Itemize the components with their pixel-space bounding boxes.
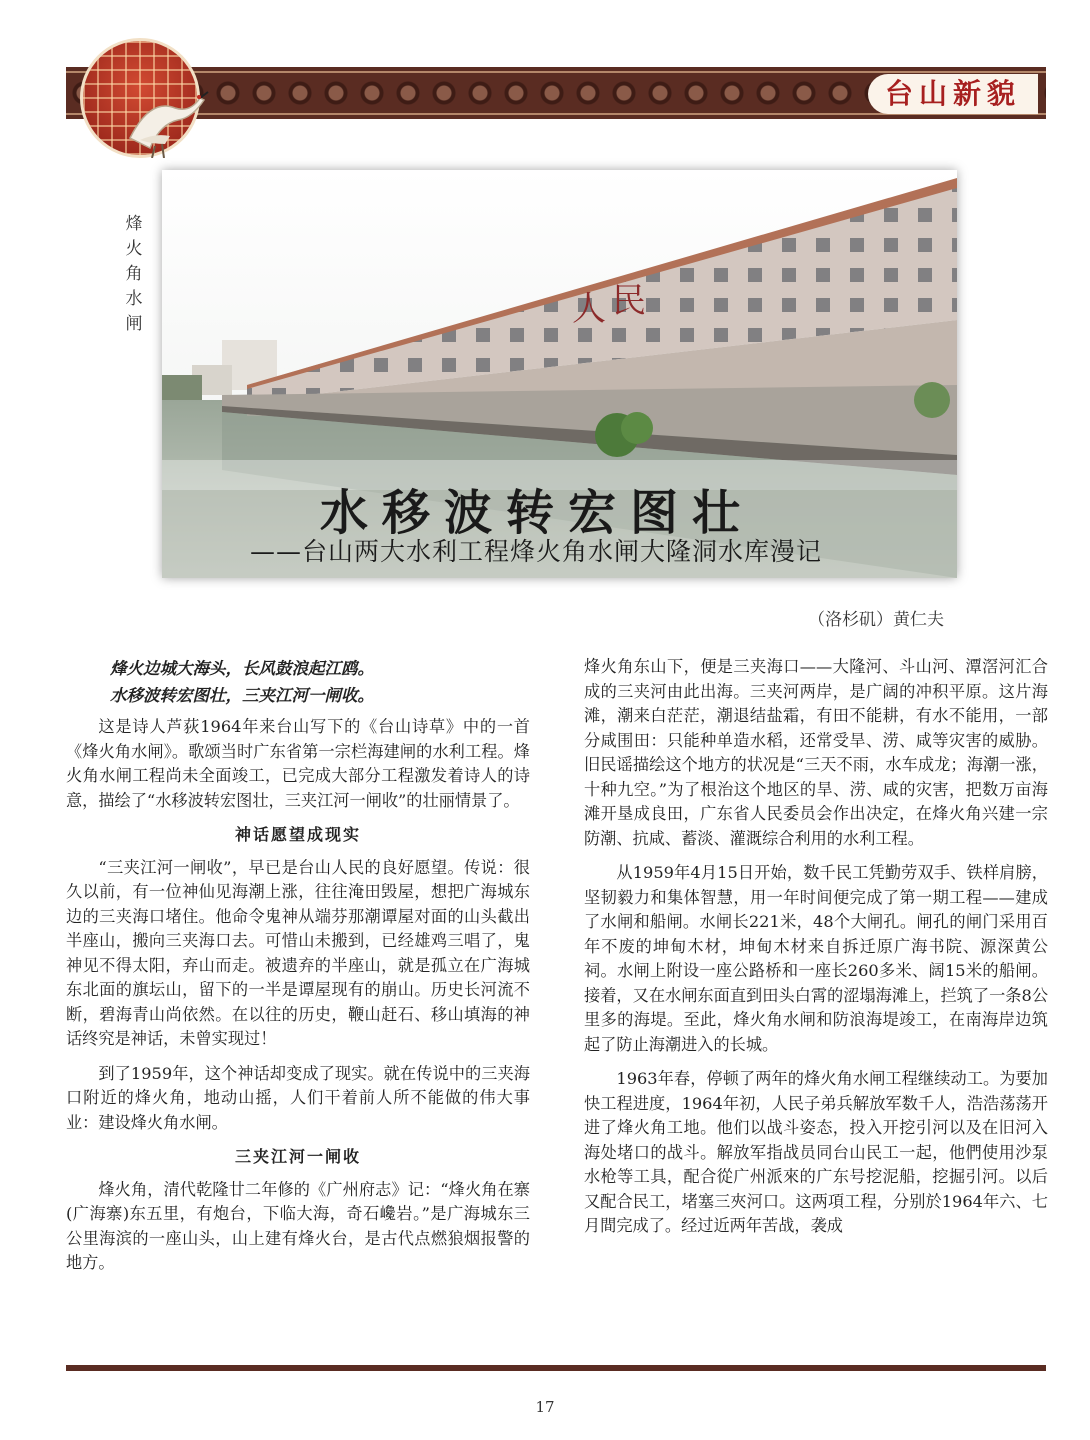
poem-line: 水移波转宏图壮，三夹江河一闸收。 bbox=[110, 686, 374, 705]
photo-vertical-caption bbox=[120, 212, 148, 337]
body-paragraph: 从1959年4月15日开始，数千民工凭勤劳双手、铁样肩膀，坚韧毅力和集体智慧，用一年时间便完成了第一期工程——建成了水闸和船闸。水闸长221米，48个大闸孔。闸孔的闸门采用百年不废的坤甸木材，坤甸木材来自拆迁原广海书院、源深黄公祠。水闸上附设一座公路桥和一座长260多米、阔15米的船闸。接着，又在水闸东面直到田头白霄的涩塌海滩上，拦筑了一条8公里多的海堤。至此，烽火角水闸和防浪海堤竣工，在南海岸边筑起了防止海潮进入的长城。 bbox=[584, 863, 1048, 1054]
caption-char: 角 bbox=[125, 264, 143, 284]
left-column bbox=[66, 655, 530, 1286]
footer-rule bbox=[66, 1365, 1046, 1371]
body-paragraph: “三夹江河一闸收”，早已是台山人民的良好愿望。传说：很久以前，有一位神仙见海潮上涨，往往淹田毁屋，想把广海城东边的三夹海口堵住。他命令鬼神从端芬那潮谭屋对面的山头截出半座山，搬向三夹海口去。可惜山未搬到，已经雄鸡三唱了，鬼神见不得太阳，弃山而走。被遗弃的半座山，就是孤立在广海城东北面的旗坛山，留下的一半是谭屋现有的崩山。历史长河流不断，碧海青山尚依然。在以往的历史，鞭山赶石、移山填海的神话终究是神话，未曾实现过！ bbox=[66, 857, 530, 1048]
body-paragraph: 到了1959年，这个神话却变成了现实。就在传说中的三夹海口附近的烽火角，地动山摇，人们干着前人所不能做的伟大事业：建设烽火角水闸。 bbox=[66, 1063, 530, 1132]
caption-char: 烽 bbox=[125, 214, 143, 234]
crane-icon bbox=[120, 78, 210, 158]
section-heading: 三夹江河一闸收 bbox=[234, 1147, 361, 1166]
section-heading: 神话愿望成现实 bbox=[234, 825, 361, 844]
right-column bbox=[584, 655, 1048, 1249]
section-label: 台山新貌 bbox=[868, 74, 1038, 114]
article-title: 水移波转宏图壮 bbox=[320, 485, 755, 541]
poem bbox=[66, 655, 530, 709]
intro-paragraph: 这是诗人芦荻1964年来台山写下的《台山诗草》中的一首《烽火角水闸》。歌颂当时广东省第一宗栏海建闸的水利工程。烽火角水闸工程尚未全面竣工，已完成大部分工程激发着诗人的诗意，描绘了“水移波转宏图壮，三夹江河一闸收”的壮丽情景了。 bbox=[66, 717, 530, 810]
body-paragraph: 烽火角东山下，便是三夹海口——大隆河、斗山河、潭滘河汇合成的三夹河由此出海。三夹河两岸，是广阔的冲积平原。这片海滩，潮来白茫茫，潮退结盐霜，有田不能耕，有水不能用，一部分咸围田：只能种单造水稻，还常受旱、涝、咸等灾害的威胁。旧民谣描绘这个地方的状况是“三天不雨，水车成龙；海潮一涨，十种九空。”为了根治这个地区的旱、涝、咸的灾害，把数万亩海滩开垦成良田，广东省人民委员会作出决定，在烽火角兴建一宗防潮、抗咸、蓄淡、灌溉综合利用的水利工程。 bbox=[584, 657, 1048, 848]
byline: （洛杉矶）黄仁夫 bbox=[808, 610, 944, 630]
poem-line: 烽火边城大海头，长风鼓浪起江鸥。 bbox=[110, 659, 374, 678]
caption-char: 闸 bbox=[125, 314, 143, 334]
wall-character: 人 bbox=[572, 289, 606, 329]
caption-char: 火 bbox=[125, 239, 143, 259]
body-paragraph: 1963年春，停顿了两年的烽火角水闸工程继续动工。为要加快工程进度，1964年初，人民子弟兵解放军数千人，浩浩荡荡开进了烽火角工地。他们以战斗姿态，投入开挖引河以及在旧河入海处堵口的战斗。解放军指战员同台山民工一起，他們使用沙泵水枪等工具，配合從广州派來的广东号挖泥船，挖掘引河。以后又配合民工，堵塞三夾河口。这两項工程，分别於1964年六、七月間完成了。经过近两年苦战，袭成 bbox=[584, 1069, 1048, 1235]
page-number: 17 bbox=[535, 1398, 555, 1416]
body-paragraph: 烽火角，清代乾隆廿二年修的《广州府志》记：“烽火角在寨(广海寨)东五里，有炮台，下临大海，奇石巉岩。”是广海城东三公里海滨的一座山头，山上建有烽火台，是古代点燃狼烟报警的地方。 bbox=[66, 1179, 530, 1272]
article-subtitle: ——台山两大水利工程烽火角水闸大隆洞水库漫记 bbox=[250, 537, 823, 566]
caption-char: 水 bbox=[125, 289, 143, 309]
wall-character: 民 bbox=[612, 281, 646, 321]
